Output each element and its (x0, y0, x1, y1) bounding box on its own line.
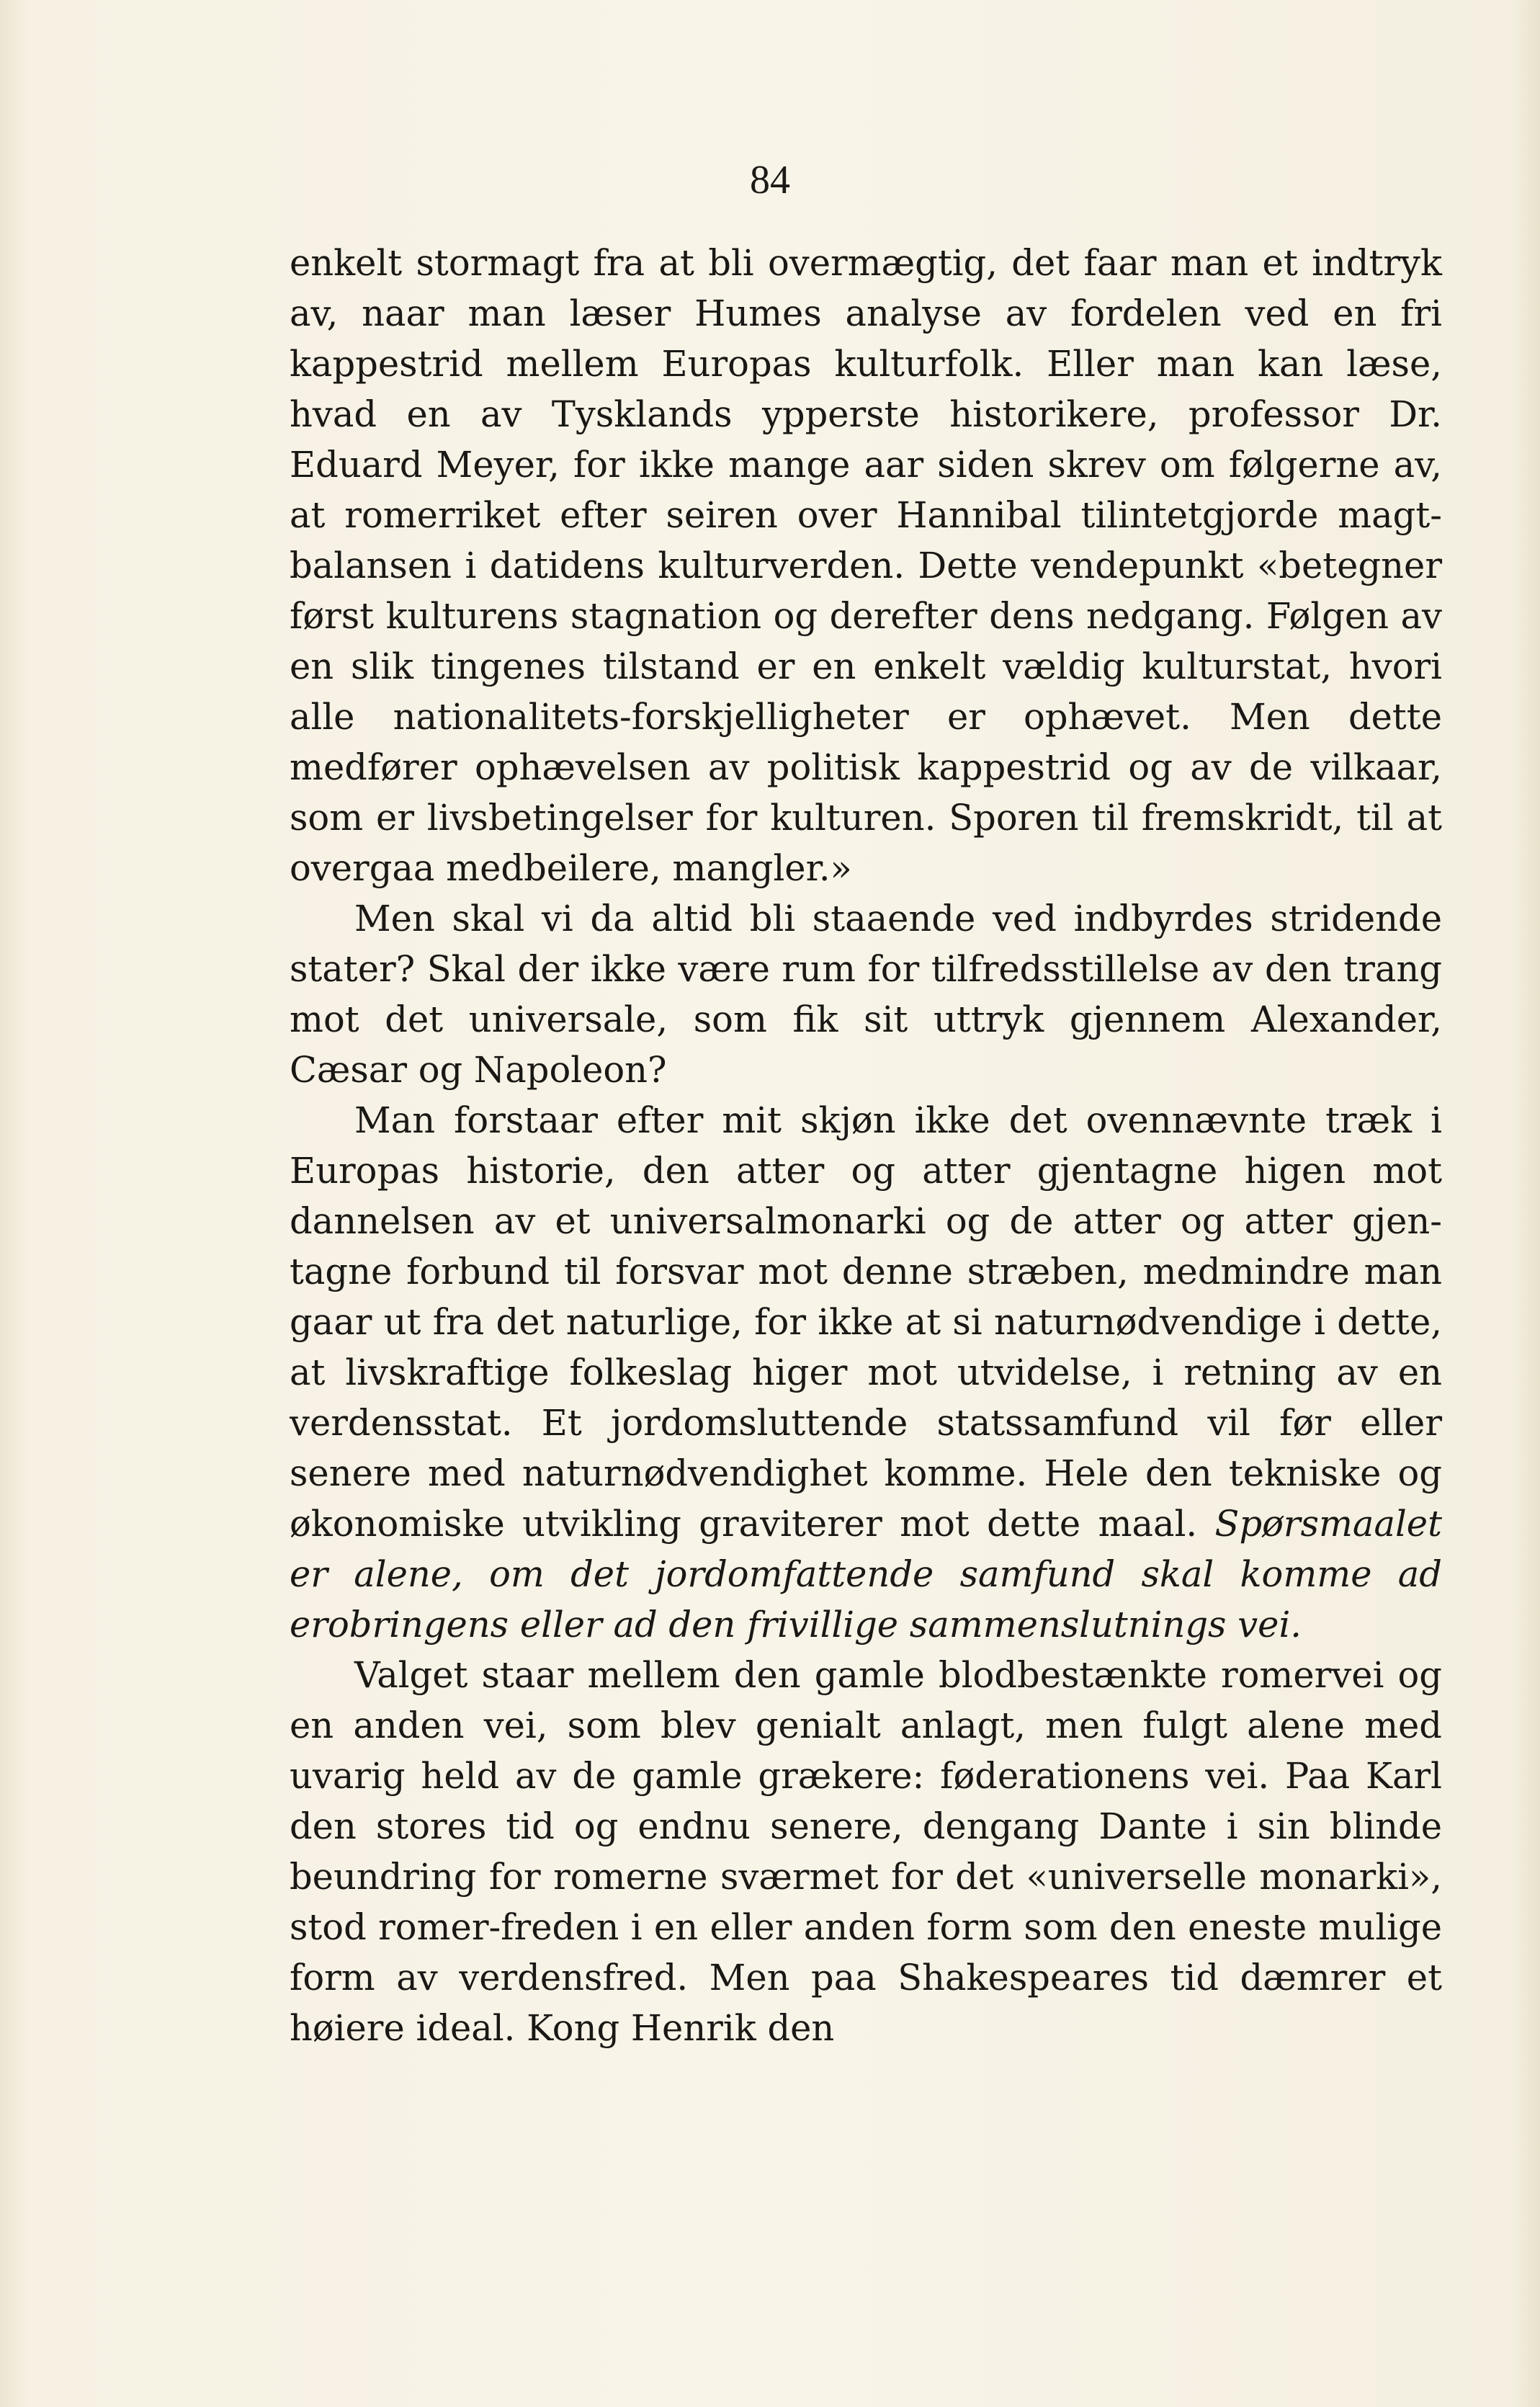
page-number: 84 (750, 158, 790, 202)
paragraph: enkelt stormagt fra at bli overmægtig, det faar man et indtryk av, naar man læser Humes analyse av fordelen ved en fri kappestrid mellem Europas kulturfolk. Eller man kan læse, hvad en av Tysklands ypperste historikere, professor Dr. Eduard Meyer, for ikke mange aar siden skrev om følgerne av, at romerriket efter seiren over Hannibal tilintetgjorde magt-balansen i datidens kulturverden. Dette vendepunkt «betegner først kulturens stagnation og derefter dens nedgang. Følgen av en slik tingenes tilstand er en enkelt vældig kulturstat, hvori alle nationalitets-forskjelligheter er ophævet. Men dette medfører ophævelsen av politisk kappestrid og av de vilkaar, som er livsbetingelser for kulturen. Sporen til fremskridt, til at overgaa medbeilere, mangler.» (290, 242, 1442, 889)
paragraph: Men skal vi da altid bli staaende ved indbyrdes stridende stater? Skal der ikke være rum for tilfredsstillelse av den trang mot det universale, som fik sit uttryk gjennem Alexander, Cæsar og Napoleon? (290, 898, 1442, 1091)
paragraph-text: Man forstaar efter mit skjøn ikke det ovennævnte træk i Europas historie, den atter og atter gjentagne higen mot dannelsen av et universalmonarki og de atter og atter gjentagne forbund til forsvar mot denne stræben, medmindre man gaar ut fra det naturlige, for ikke at si naturnødvendige i dette, at livskraftige folkeslag higer mot utvidelse, i retning av en verdensstat. Et jordomsluttende statssamfund vil før eller senere med naturnødvendighet komme. Hele den tekniske og økonomiske utvikling graviterer mot dette maal. (290, 1099, 1442, 1545)
paragraph (290, 1095, 1442, 1650)
body-text (290, 238, 1442, 2053)
paragraph: Valget staar mellem den gamle blodbestænkte romervei og en anden vei, som blev genialt anlagt, men fulgt alene med uvarig held av de gamle grækere: føderationens vei. Paa Karl den stores tid og endnu senere, dengang Dante i sin blinde beundring for romerne sværmet for det «universelle monarki», stod romer-freden i en eller anden form som den eneste mulige form av verdensfred. Men paa Shakespeares tid dæmrer et høiere ideal. Kong Henrik den (290, 1654, 1442, 2049)
emphasized-text: Spørsmaalet er alene, om det jordomfattende samfund skal komme ad erobringens eller ad den frivillige sammenslutnings vei. (290, 1503, 1442, 1645)
